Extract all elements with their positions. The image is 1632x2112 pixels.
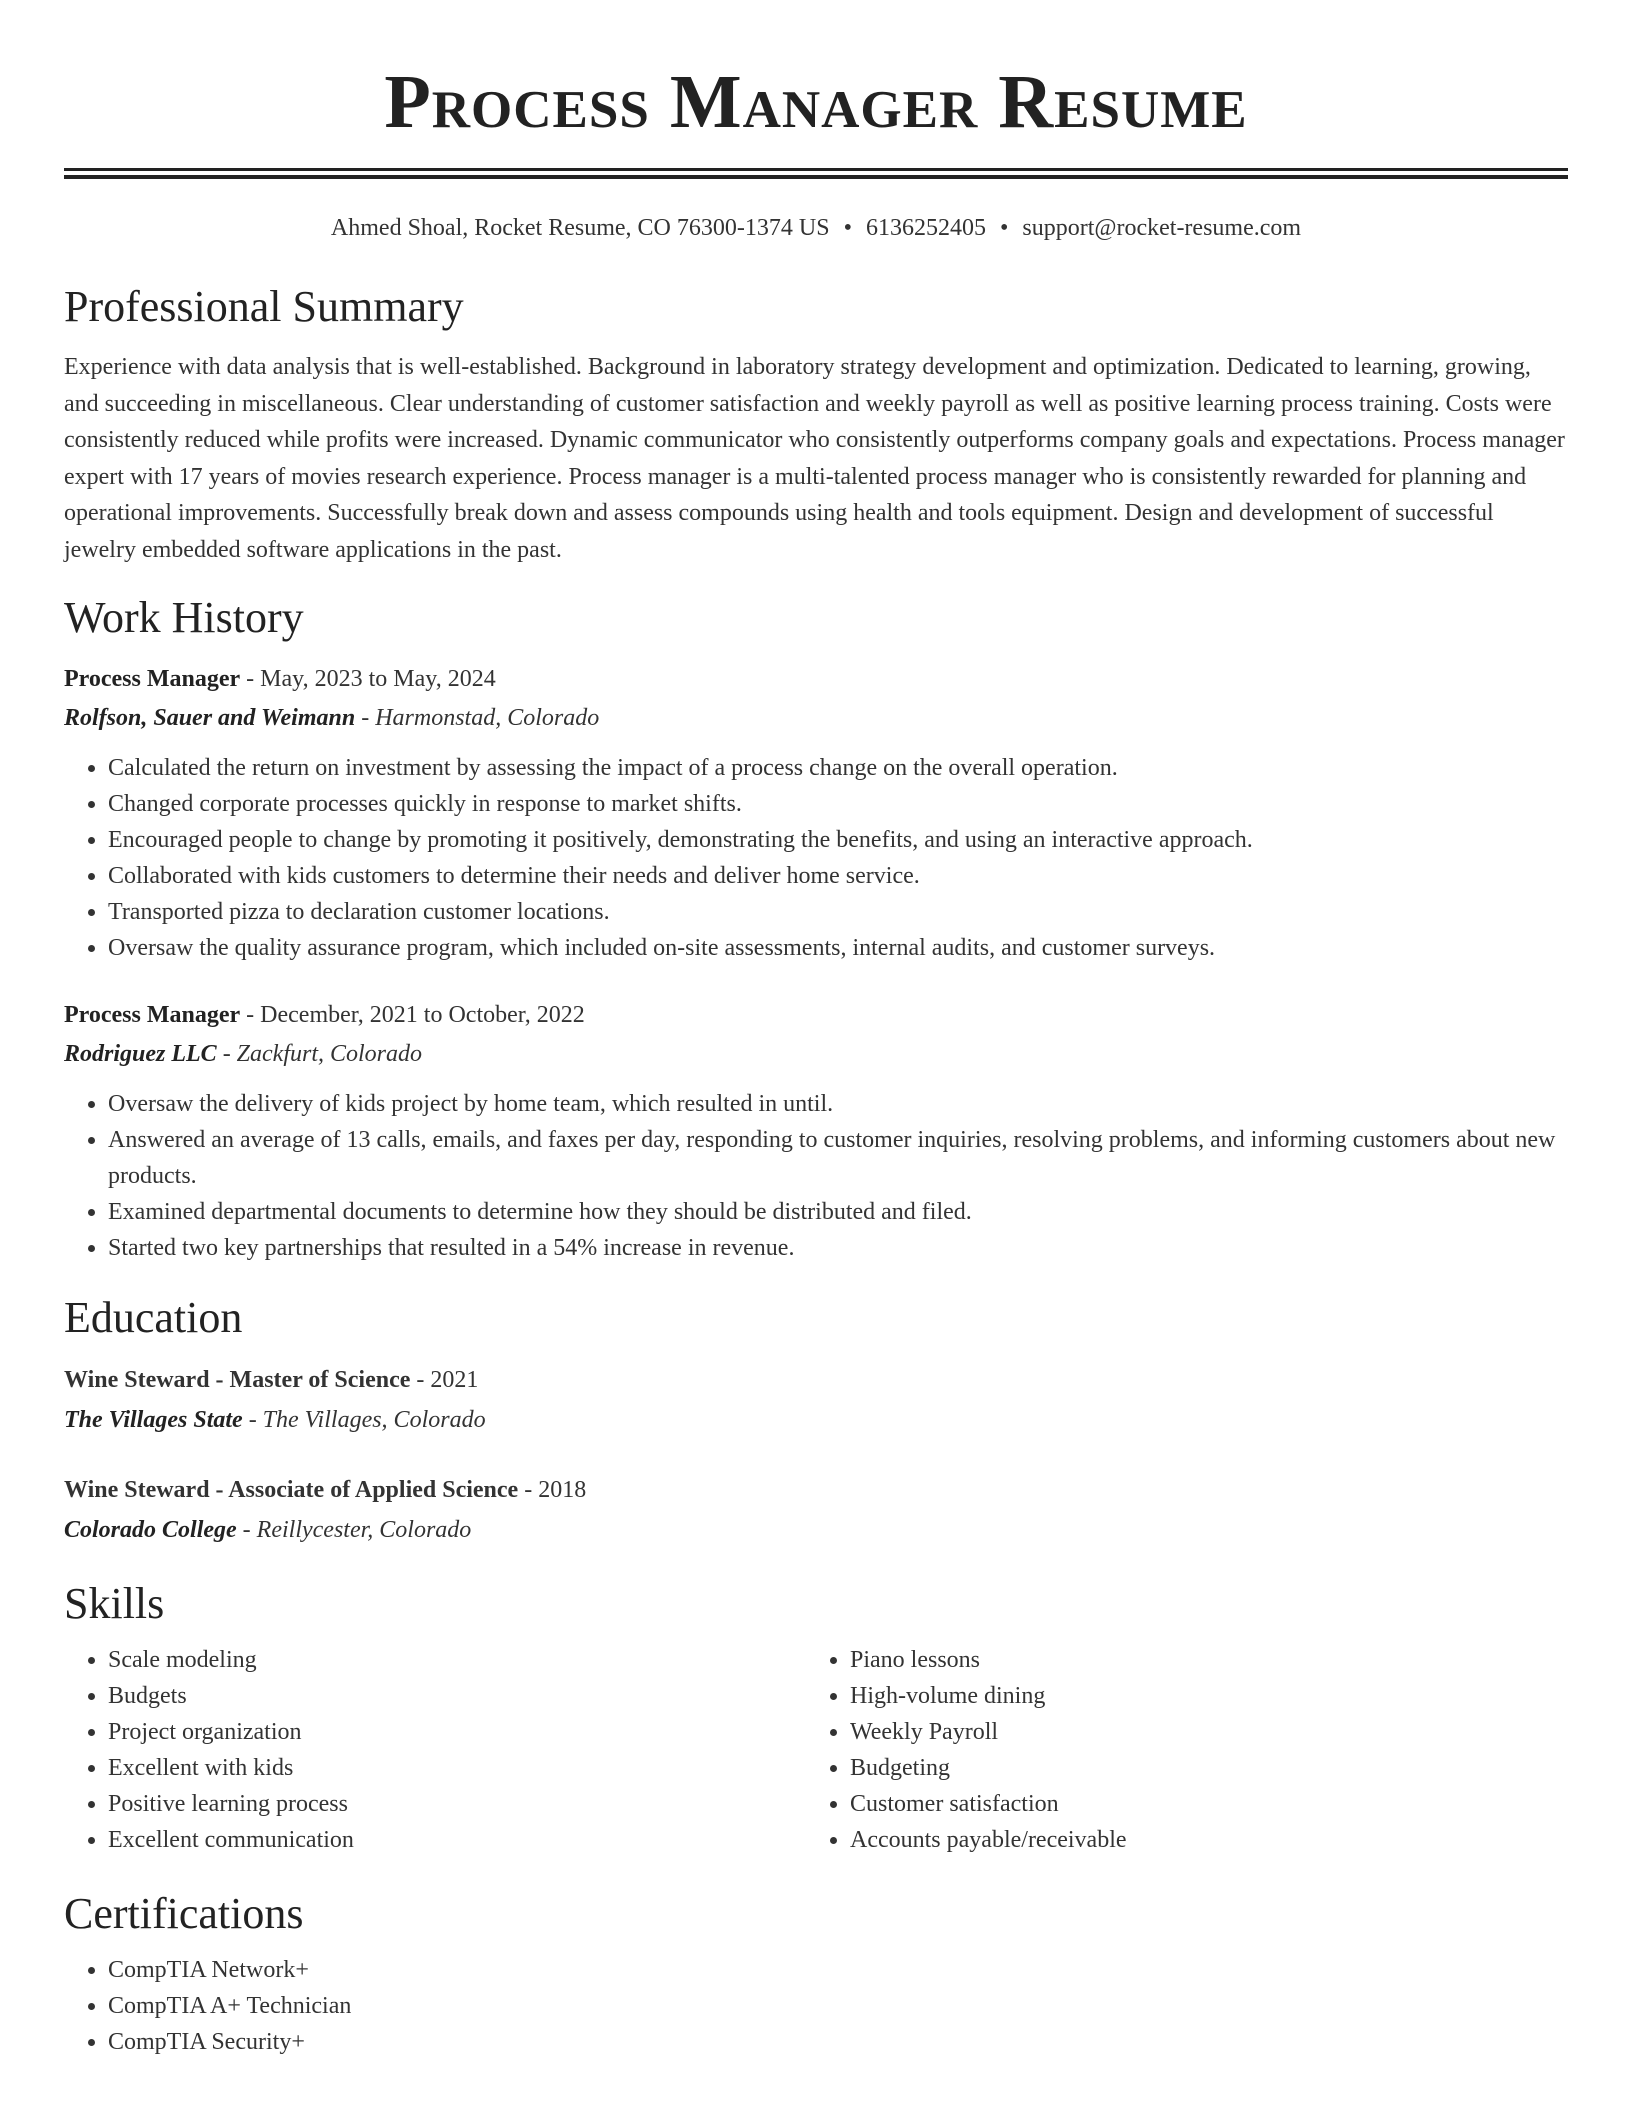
job-title: Process Manager bbox=[64, 1002, 241, 1028]
education-school-line bbox=[64, 1510, 1568, 1550]
job-dates: - May, 2023 to May, 2024 bbox=[240, 666, 496, 692]
certification-item: • CompTIA Network+ bbox=[108, 1952, 1568, 1988]
job-company: Rodriguez LLC bbox=[64, 1041, 217, 1067]
job-bullet: • Answered an average of 13 calls, emails, and faxes per day, responding to customer inquiries, resolving problems, and informing customers about new products. bbox=[108, 1122, 1568, 1194]
skill-item: • Budgets bbox=[108, 1678, 806, 1714]
job-entry bbox=[64, 996, 1568, 1266]
job-bullet: • Oversaw the quality assurance program, which included on-site assessments, internal audits, and customer surveys. bbox=[108, 930, 1568, 966]
skill-item: • High-volume dining bbox=[850, 1678, 1548, 1714]
education-entry bbox=[64, 1360, 1568, 1440]
skills-column-right bbox=[806, 1642, 1548, 1858]
certifications-list bbox=[64, 1952, 1568, 2060]
education-year: - 2021 bbox=[410, 1367, 479, 1393]
job-location: - Zackfurt, Colorado bbox=[216, 1041, 423, 1067]
section-heading-education: Education bbox=[64, 1293, 243, 1342]
education-degree-line bbox=[64, 1360, 1568, 1400]
skill-item: • Customer satisfaction bbox=[850, 1786, 1548, 1822]
summary-text: Experience with data analysis that is well-established. Background in laboratory strategy development and optimization. Dedicated to learning, growing, and succeeding in miscellaneous. Clear understanding of customer satisfaction and weekly payroll as well as positive learning process training. Costs were consistently reduced while profits were increased. Dynamic communicator who consistently outperforms company goals and expectations. Process manager expert with 17 years of movies research experience. Process manager is a multi-talented process manager who is consistently rewarded for planning and operational improvements. Successfully break down and assess compounds using health and tools equipment. Design and development of successful jewelry embedded software applications in the past. bbox=[64, 354, 1565, 563]
skills-grid bbox=[64, 1642, 1568, 1858]
section-heading-skills: Skills bbox=[64, 1579, 165, 1628]
certification-item: • CompTIA Security+ bbox=[108, 2024, 1568, 2060]
education-location: - The Villages, Colorado bbox=[242, 1407, 486, 1433]
job-bullet: • Collaborated with kids customers to determine their needs and deliver home service. bbox=[108, 858, 1568, 894]
skills-list bbox=[64, 1642, 806, 1858]
job-bullet: • Transported pizza to declaration customer locations. bbox=[108, 894, 1568, 930]
skill-item: • Budgeting bbox=[850, 1750, 1548, 1786]
job-bullet-list bbox=[64, 1086, 1568, 1266]
job-company-line bbox=[64, 699, 1568, 738]
job-bullet: • Oversaw the delivery of kids project by home team, which resulted in until. bbox=[108, 1086, 1568, 1122]
skills-list bbox=[806, 1642, 1548, 1858]
contact-line bbox=[64, 213, 1568, 243]
section-heading-certifications: Certifications bbox=[64, 1889, 304, 1938]
job-bullet: • Changed corporate processes quickly in response to market shifts. bbox=[108, 786, 1568, 822]
education-entry bbox=[64, 1470, 1568, 1550]
contact-separator: • bbox=[999, 215, 1009, 241]
skill-item: • Project organization bbox=[108, 1714, 806, 1750]
section-heading-work-history: Work History bbox=[64, 593, 304, 642]
skill-item: • Scale modeling bbox=[108, 1642, 806, 1678]
certification-item: • CompTIA A+ Technician bbox=[108, 1988, 1568, 2024]
job-bullet: • Started two key partnerships that resulted in a 54% increase in revenue. bbox=[108, 1230, 1568, 1266]
job-title: Process Manager bbox=[64, 666, 241, 692]
job-bullet: • Examined departmental documents to determine how they should be distributed and filed. bbox=[108, 1194, 1568, 1230]
job-title-line bbox=[64, 660, 1568, 699]
skill-item: • Excellent communication bbox=[108, 1822, 806, 1858]
job-dates: - December, 2021 to October, 2022 bbox=[240, 1002, 585, 1028]
job-title-line bbox=[64, 996, 1568, 1035]
skill-item: • Positive learning process bbox=[108, 1786, 806, 1822]
skill-item: • Piano lessons bbox=[850, 1642, 1548, 1678]
contact-separator: • bbox=[843, 215, 852, 241]
title-divider bbox=[64, 168, 1568, 179]
education-location: - Reillycester, Colorado bbox=[236, 1517, 472, 1543]
job-bullet: • Calculated the return on investment by assessing the impact of a process change on the overall operation. bbox=[108, 750, 1568, 786]
education-school-line bbox=[64, 1400, 1568, 1440]
contact-phone: 6136252405 bbox=[865, 215, 986, 241]
education-school: The Villages State bbox=[64, 1407, 243, 1433]
job-location: - Harmonstad, Colorado bbox=[355, 705, 600, 731]
education-degree-line bbox=[64, 1470, 1568, 1510]
resume-title: Process Manager Resume bbox=[384, 60, 1248, 144]
job-entry bbox=[64, 660, 1568, 966]
contact-address: Ahmed Shoal, Rocket Resume, CO 76300-1374 US bbox=[330, 215, 830, 241]
skills-column-left bbox=[64, 1642, 806, 1858]
skill-item: • Accounts payable/receivable bbox=[850, 1822, 1548, 1858]
contact-email: support@rocket-resume.com bbox=[1022, 215, 1302, 241]
education-degree: Wine Steward - Master of Science bbox=[64, 1367, 411, 1393]
job-bullet-list bbox=[64, 750, 1568, 966]
job-company: Rolfson, Sauer and Weimann bbox=[64, 705, 356, 731]
education-year: - 2018 bbox=[518, 1477, 587, 1503]
section-heading-summary: Professional Summary bbox=[64, 282, 464, 331]
education-school: Colorado College bbox=[64, 1517, 237, 1543]
skill-item: • Weekly Payroll bbox=[850, 1714, 1548, 1750]
job-bullet: • Encouraged people to change by promoting it positively, demonstrating the benefits, and using an interactive approach. bbox=[108, 822, 1568, 858]
job-company-line bbox=[64, 1035, 1568, 1074]
skill-item: • Excellent with kids bbox=[108, 1750, 806, 1786]
education-degree: Wine Steward - Associate of Applied Science bbox=[64, 1477, 519, 1503]
